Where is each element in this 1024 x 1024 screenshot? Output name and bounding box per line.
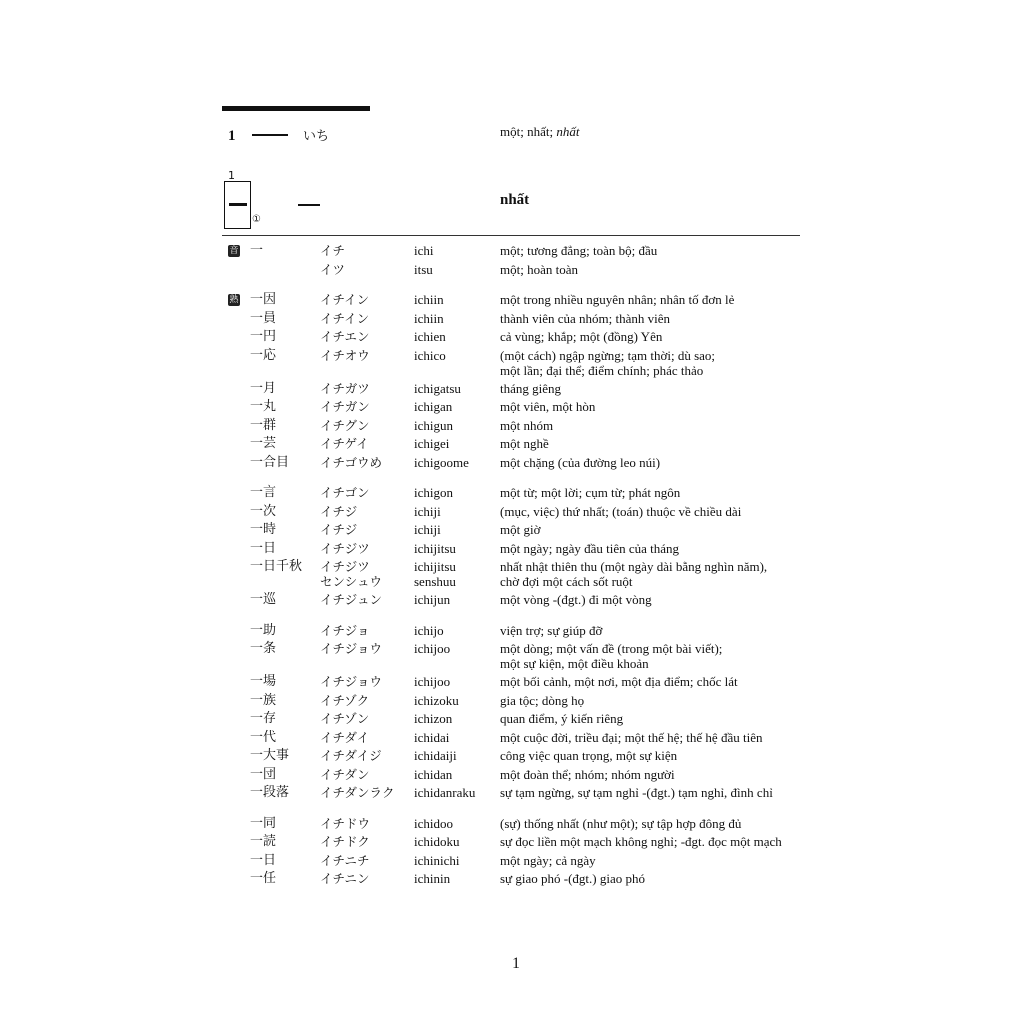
- entry-meaning-text: một; nhất;: [500, 124, 557, 139]
- item-romaji: ichinin: [414, 871, 451, 886]
- item-romaji: ichizoku: [414, 692, 459, 708]
- item-kana: イチガツ: [320, 380, 370, 396]
- item-romaji: ichidai: [414, 729, 450, 745]
- item-kana: イチニチ: [320, 852, 370, 868]
- list-item: [0, 592, 1024, 611]
- item-meaning: một; hoàn toàn: [500, 261, 578, 277]
- item-kana: イチジョ: [320, 622, 370, 638]
- item-meaning: một dòng; một vấn đề (trong một bài viết); một sự kiện, một điều khoản: [500, 641, 723, 671]
- item-kanji: 一言: [250, 485, 277, 500]
- item-meaning: một cuộc đời, triều đại; một thế hệ; thế hệ đầu tiên: [500, 729, 763, 745]
- entry-group: [0, 292, 1024, 473]
- list-item: [0, 693, 1024, 712]
- item-romaji: ichigan: [414, 399, 453, 414]
- item-kana: イチオウ: [320, 347, 370, 363]
- item-romaji: ichiji: [414, 503, 441, 519]
- item-kana: イチドウ: [320, 815, 371, 831]
- entry-group: [0, 816, 1024, 890]
- item-meaning: một vòng -(đgt.) đi một vòng: [500, 592, 652, 607]
- item-romaji: ichidan: [414, 766, 453, 782]
- item-romaji: ichigatsu: [414, 380, 461, 396]
- item-kanji: 一同: [250, 815, 277, 831]
- stroke-count: 1: [228, 169, 235, 182]
- divider: [222, 235, 800, 236]
- stroke-diagram: [224, 181, 251, 229]
- item-kanji: 一存: [250, 711, 277, 726]
- item-kanji: 一段落: [250, 785, 290, 800]
- item-kanji: 一: [250, 243, 264, 258]
- list-item: [0, 623, 1024, 642]
- item-kana: イチゾン: [320, 711, 370, 726]
- stroke-order: ①: [252, 214, 261, 225]
- item-kanji: 一円: [250, 329, 277, 344]
- item-romaji: ichidaiji: [414, 748, 457, 763]
- item-kanji: 一読: [250, 834, 277, 849]
- list-item: [0, 834, 1024, 853]
- item-kanji: 一月: [250, 380, 277, 396]
- list-item: [0, 418, 1024, 437]
- item-kana: イチガン: [320, 399, 370, 414]
- item-meaning: một ngày; ngày đầu tiên của tháng: [500, 540, 680, 556]
- item-romaji: ichi: [414, 243, 434, 258]
- list-item: [0, 541, 1024, 560]
- item-romaji: ichijitsu senshuu: [414, 559, 456, 589]
- item-kana: イチニン: [320, 871, 370, 886]
- kanji-glyph: [298, 204, 320, 206]
- item-kanji: 一日: [250, 852, 277, 868]
- item-kanji: 一日千秋: [250, 559, 303, 574]
- item-romaji: ichidoo: [414, 815, 453, 831]
- section-bar: [222, 106, 370, 111]
- item-meaning: một đoàn thể; nhóm; nhóm người: [500, 766, 675, 782]
- item-romaji: ichizon: [414, 711, 453, 726]
- item-meaning: một chặng (của đường leo núi): [500, 454, 661, 470]
- page-number: 1: [512, 955, 520, 972]
- item-kanji: 一応: [250, 347, 277, 363]
- entry-number: 1: [228, 128, 236, 144]
- item-kanji: 一族: [250, 692, 277, 708]
- list-item: [0, 674, 1024, 693]
- item-kanji: 一芸: [250, 436, 277, 451]
- item-romaji: ichijo: [414, 622, 444, 638]
- list-item: [0, 455, 1024, 474]
- item-kana: イチジ: [320, 503, 358, 519]
- compound-list: [0, 243, 1024, 902]
- item-romaji: ichidoku: [414, 834, 460, 849]
- item-meaning: (mục, việc) thứ nhất; (toán) thuộc về chiều dài: [500, 503, 742, 519]
- item-kana: イチダン: [320, 766, 370, 782]
- list-item: [0, 329, 1024, 348]
- item-meaning: viện trợ; sự giúp đỡ: [500, 622, 603, 638]
- item-kana: イチジュン: [320, 592, 383, 607]
- item-kana: イチゾク: [320, 692, 370, 708]
- item-kana: イチジョウ: [320, 641, 383, 656]
- list-item: [0, 711, 1024, 730]
- list-item: [0, 311, 1024, 330]
- item-kanji: 一群: [250, 417, 277, 433]
- item-meaning: một từ; một lời; cụm từ; phát ngôn: [500, 485, 681, 500]
- list-item: [0, 348, 1024, 381]
- entry-meaning-italic: nhất: [556, 124, 580, 139]
- item-meaning: sự giao phó -(đgt.) giao phó: [500, 871, 645, 886]
- item-romaji: ichigoome: [414, 454, 469, 470]
- item-meaning: một; tương đẳng; toàn bộ; đầu: [500, 243, 658, 258]
- item-meaning: thành viên của nhóm; thành viên: [500, 310, 671, 326]
- item-meaning: một giờ: [500, 522, 541, 537]
- list-item: [0, 262, 1024, 281]
- list-item: [0, 485, 1024, 504]
- list-item: [0, 292, 1024, 311]
- list-item: [0, 504, 1024, 523]
- entry-meaning: [500, 124, 579, 140]
- list-item: [0, 243, 1024, 262]
- list-item: [0, 436, 1024, 455]
- item-romaji: ichigun: [414, 417, 453, 433]
- item-kana: イチジツ センシュウ: [320, 559, 382, 589]
- item-romaji: ichigei: [414, 436, 450, 451]
- item-meaning: tháng giêng: [500, 380, 562, 396]
- item-kanji: 一条: [250, 641, 277, 656]
- item-romaji: ichiji: [414, 522, 441, 537]
- list-item: [0, 748, 1024, 767]
- item-romaji: ichijun: [414, 592, 451, 607]
- item-romaji: ichigon: [414, 485, 453, 500]
- item-kana: イチエン: [320, 329, 370, 344]
- item-romaji: ichijoo: [414, 641, 451, 656]
- item-romaji: ichiin: [414, 292, 444, 307]
- list-item: [0, 767, 1024, 786]
- item-kana: イチイン: [320, 292, 370, 307]
- list-item: [0, 381, 1024, 400]
- item-kana: イチダイジ: [320, 748, 382, 763]
- item-meaning: một nghề: [500, 436, 549, 451]
- item-kanji: 一代: [250, 729, 277, 745]
- item-romaji: ichidanraku: [414, 785, 476, 800]
- item-meaning: một ngày; cả ngày: [500, 852, 596, 868]
- item-kana: イチジ: [320, 522, 358, 537]
- item-kana: イチダンラク: [320, 785, 395, 800]
- item-kana: イチグン: [320, 417, 370, 433]
- item-kanji: 一時: [250, 522, 277, 537]
- item-kanji: 一助: [250, 622, 277, 638]
- item-kanji: 一日: [250, 540, 277, 556]
- item-kanji: 一丸: [250, 399, 277, 414]
- entry-group: [0, 623, 1024, 804]
- item-kana: イチジョウ: [320, 674, 383, 689]
- entry-group: [0, 485, 1024, 611]
- item-meaning: một trong nhiều nguyên nhân; nhân tố đơn lẻ: [500, 292, 735, 307]
- item-kanji: 一巡: [250, 592, 277, 607]
- item-kana: イチドク: [320, 834, 370, 849]
- item-romaji: ichijitsu: [414, 540, 456, 556]
- item-meaning: gia tộc; dòng họ: [500, 692, 585, 708]
- item-meaning: quan điểm, ý kiến riêng: [500, 711, 624, 726]
- list-item: [0, 871, 1024, 890]
- item-kana: イチゴウめ: [320, 454, 383, 470]
- entry-group: [0, 243, 1024, 280]
- item-kanji: 一任: [250, 871, 277, 886]
- item-meaning: (sự) thống nhất (như một); sự tập hợp đông đủ: [500, 815, 742, 831]
- item-meaning: cả vùng; khắp; một (đồng) Yên: [500, 329, 663, 344]
- list-item: [0, 399, 1024, 418]
- on-badge-icon: 音: [229, 246, 239, 256]
- item-kana: イチゴン: [320, 485, 370, 500]
- item-meaning: công việc quan trọng, một sự kiện: [500, 748, 678, 763]
- item-romaji: ichiin: [414, 310, 444, 326]
- list-item: [0, 730, 1024, 749]
- hanviet-reading: nhất: [500, 192, 530, 208]
- item-romaji: ichinichi: [414, 852, 460, 868]
- item-meaning: một viên, một hòn: [500, 399, 596, 414]
- item-meaning: một nhóm: [500, 417, 554, 433]
- item-kanji: 一次: [250, 503, 277, 519]
- item-kanji: 一因: [250, 292, 277, 307]
- item-kana: イチゲイ: [320, 436, 369, 451]
- item-romaji: ichijoo: [414, 674, 451, 689]
- item-kanji: 一合目: [250, 454, 290, 470]
- item-meaning: nhất nhật thiên thu (một ngày dài bằng nghìn năm), chờ đợi một cách sốt ruột: [500, 559, 768, 589]
- item-meaning: (một cách) ngập ngừng; tạm thời; dù sao; một lần; đại thể; điểm chính; phác thảo: [500, 347, 716, 378]
- item-meaning: sự tạm ngừng, sự tạm nghỉ -(đgt.) tạm nghỉ, đình chỉ: [500, 785, 773, 800]
- list-item: [0, 785, 1024, 804]
- item-kanji: 一団: [250, 766, 277, 782]
- list-item: [0, 522, 1024, 541]
- list-item: [0, 853, 1024, 872]
- item-meaning: sự đọc liền một mạch không nghỉ; -đgt. đọc một mạch: [500, 834, 782, 849]
- list-item: [0, 559, 1024, 592]
- item-kana: イチジツ: [320, 540, 370, 556]
- item-romaji: ichico: [414, 347, 446, 363]
- item-romaji: ichien: [414, 329, 446, 344]
- item-kana: イチイン: [320, 310, 370, 326]
- list-item: [0, 641, 1024, 674]
- compound-badge-icon: 熟: [229, 295, 239, 305]
- item-romaji: itsu: [414, 261, 433, 277]
- item-kanji: 一場: [250, 674, 277, 689]
- item-meaning: một bối cảnh, một nơi, một địa điểm; chốc lát: [500, 674, 738, 689]
- list-item: [0, 816, 1024, 835]
- item-kana: イチダイ: [320, 729, 370, 745]
- item-kana: イチ: [320, 243, 346, 258]
- item-kanji: 一員: [250, 310, 277, 326]
- item-kanji: 一大事: [250, 748, 290, 763]
- entry-reading: いち: [303, 129, 330, 144]
- entry-kanji: [252, 134, 288, 136]
- item-kana: イツ: [320, 261, 346, 277]
